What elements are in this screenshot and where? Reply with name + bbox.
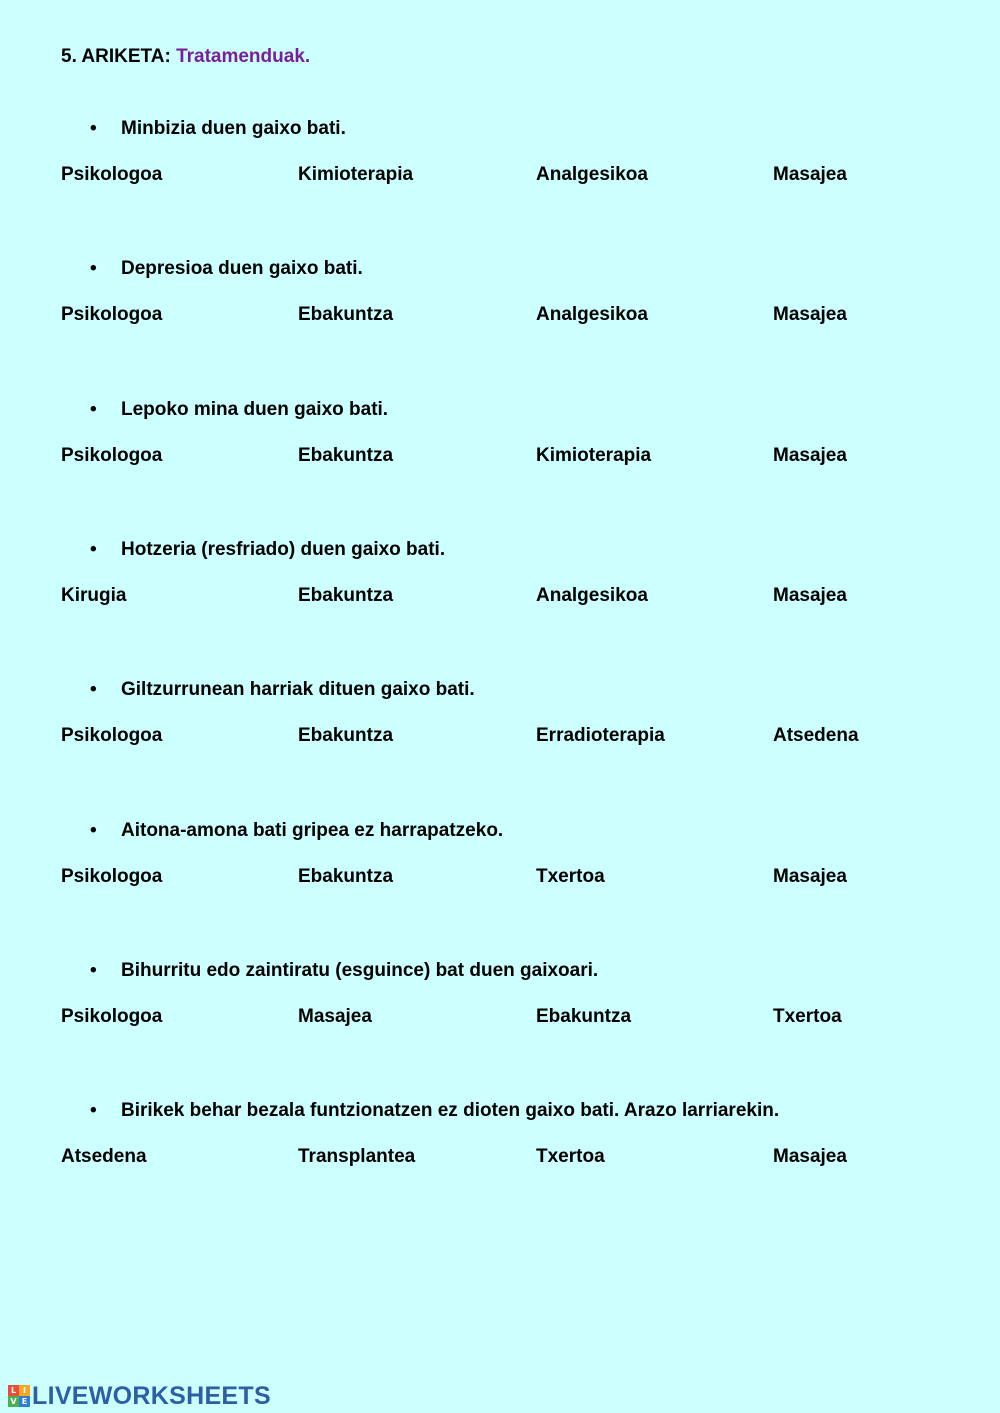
question-text: Bihurritu edo zaintiratu (esguince) bat duen gaixoari. [121,960,599,981]
answer-option[interactable]: Masajea [298,1006,372,1027]
question-text: Aitona-amona bati gripea ez harrapatzeko. [121,820,504,841]
exercise-subtitle: Tratamenduak. [176,46,311,67]
bullet-icon: • [90,258,97,279]
bullet-icon: • [90,118,97,139]
bullet-icon: • [90,539,97,560]
answer-option[interactable]: Masajea [773,304,847,325]
answer-option[interactable]: Txertoa [536,866,605,887]
question-prompt [90,258,363,280]
answer-option[interactable]: Masajea [773,866,847,887]
exercise-title [61,46,310,68]
answer-option[interactable]: Psikologoa [61,866,163,887]
answer-option[interactable]: Masajea [773,585,847,606]
answer-option[interactable]: Ebakuntza [536,1006,632,1027]
question-block [0,960,1000,1100]
question-block [0,399,1000,539]
bullet-icon: • [90,960,97,981]
answer-option[interactable]: Masajea [773,1146,847,1167]
question-text: Lepoko mina duen gaixo bati. [121,399,389,420]
answer-option[interactable]: Ebakuntza [298,866,394,887]
bullet-icon: • [90,399,97,420]
question-prompt [90,399,388,421]
brand-name: LIVEWORKSHEETS [32,1381,271,1410]
question-text: Hotzeria (resfriado) duen gaixo bati. [121,539,446,560]
answer-option[interactable]: Erradioterapia [536,725,665,746]
answer-option[interactable]: Analgesikoa [536,164,648,185]
question-prompt [90,679,475,701]
answer-option[interactable]: Transplantea [298,1146,416,1167]
logo-letter: L [8,1385,19,1396]
logo-letter: V [8,1396,19,1407]
answer-options [61,1146,961,1172]
answer-option[interactable]: Psikologoa [61,1006,163,1027]
answer-option[interactable]: Txertoa [773,1006,842,1027]
answer-options [61,1006,961,1032]
answer-option[interactable]: Masajea [773,164,847,185]
answer-option[interactable]: Ebakuntza [298,725,394,746]
exercise-number: 5. ARIKETA: [61,46,171,67]
logo-letter: I [19,1385,30,1396]
answer-option[interactable]: Masajea [773,445,847,466]
answer-option[interactable]: Psikologoa [61,725,163,746]
logo-letter: E [19,1396,30,1407]
question-prompt [90,960,598,982]
answer-option[interactable]: Analgesikoa [536,304,648,325]
bullet-icon: • [90,1100,97,1121]
answer-options [61,304,961,330]
question-block [0,539,1000,679]
answer-options [61,725,961,751]
answer-options [61,866,961,892]
question-prompt [90,820,503,842]
liveworksheets-logo-icon [8,1385,30,1407]
liveworksheets-brand [8,1381,271,1411]
question-prompt [90,539,445,561]
answer-option[interactable]: Ebakuntza [298,585,394,606]
question-prompt [90,118,346,140]
answer-option[interactable]: Kimioterapia [298,164,414,185]
question-block [0,820,1000,960]
answer-option[interactable]: Ebakuntza [298,304,394,325]
question-block [0,118,1000,258]
bullet-icon: • [90,679,97,700]
answer-option[interactable]: Atsedena [773,725,859,746]
answer-option[interactable]: Kirugia [61,585,127,606]
answer-option[interactable]: Psikologoa [61,164,163,185]
question-block [0,258,1000,398]
answer-option[interactable]: Psikologoa [61,304,163,325]
answer-options [61,164,961,190]
answer-option[interactable]: Txertoa [536,1146,605,1167]
answer-option[interactable]: Analgesikoa [536,585,648,606]
question-text: Depresioa duen gaixo bati. [121,258,363,279]
question-text: Minbizia duen gaixo bati. [121,118,346,139]
answer-option[interactable]: Psikologoa [61,445,163,466]
question-text: Giltzurrunean harriak dituen gaixo bati. [121,679,475,700]
answer-options [61,445,961,471]
question-text: Birikek behar bezala funtzionatzen ez dioten gaixo bati. Arazo larriarekin. [121,1100,780,1121]
answer-option[interactable]: Atsedena [61,1146,147,1167]
question-block [0,1100,1000,1240]
question-prompt [90,1100,779,1122]
answer-option[interactable]: Ebakuntza [298,445,394,466]
question-block [0,679,1000,819]
bullet-icon: • [90,820,97,841]
answer-options [61,585,961,611]
answer-option[interactable]: Kimioterapia [536,445,652,466]
